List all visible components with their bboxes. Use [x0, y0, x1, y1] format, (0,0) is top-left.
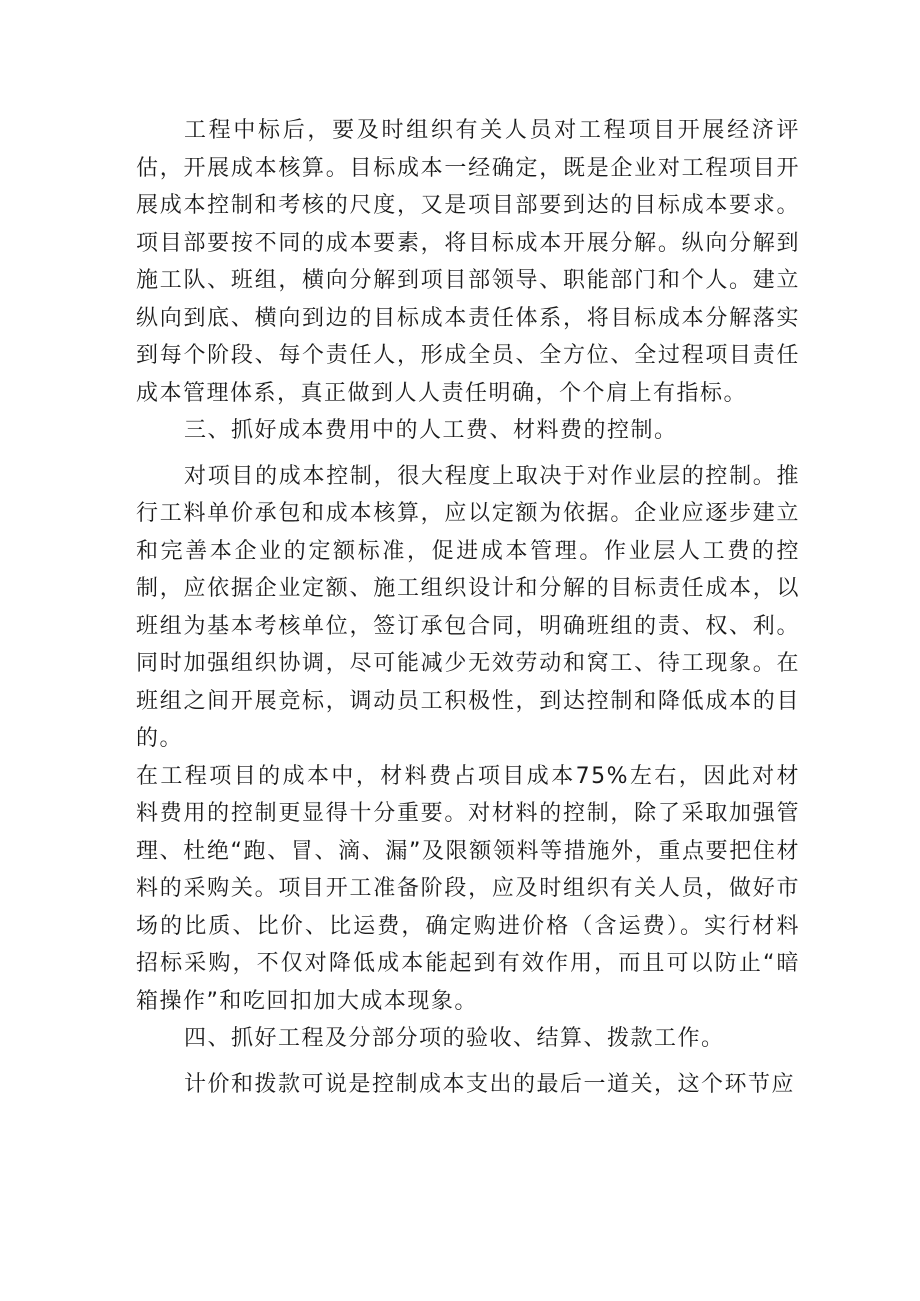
section-heading-four: 四、抓好工程及分部分项的验收、结算、拨款工作。	[184, 1026, 725, 1051]
document-body	[136, 112, 800, 1103]
paragraph-cost-target: 工程中标后，要及时组织有关人员对工程项目开展经济评估，开展成本核算。目标成本一经确定，既是企业对工程项目开展成本控制和考核的尺度，又是项目部要到达的目标成本要求。项目部要按不同的成本要素，将目标成本开展分解。纵向分解到施工队、班组，横向分解到项目部领导、职能部门和个人。建立纵向到底、横向到边的目标成本责任体系，将目标成本分解落实到每个阶段、每个责任人，形成全员、全方位、全过程项目责任成本管理体系，真正做到人人责任明确，个个肩上有指标。	[136, 118, 800, 406]
paragraph-payment: 计价和拨款可说是控制成本支出的最后一道关，这个环节应	[184, 1071, 796, 1097]
paragraph-labor-cost: 对项目的成本控制，很大程度上取决于对作业层的控制。推行工料单价承包和成本核算，应以定额为依据。企业应逐步建立和完善本企业的定额标准，促进成本管理。作业层人工费的控制，应依据企业定额、施工组织设计和分解的目标责任成本，以班组为基本考核单位，签订承包合同，明确班组的责、权、利。同时加强组织协调，尽可能减少无效劳动和窝工、待工现象。在班组之间开展竞标，调动员工积极性，到达控制和降低成本的目的。	[136, 463, 800, 751]
paragraph-material-cost: 在工程项目的成本中，材料费占项目成本75%左右，因此对材料费用的控制更显得十分重要。对材料的控制，除了采取加强管理、杜绝“跑、冒、滴、漏”及限额领料等措施外，重点要把住材料的采购关。项目开工准备阶段，应及时组织有关人员，做好市场的比质、比价、比运费，确定购进价格（含运费）。实行材料招标采购，不仅对降低成本能起到有效作用，而且可以防止“暗箱操作”和吃回扣加大成本现象。	[136, 763, 800, 1014]
section-heading-three: 三、抓好成本费用中的人工费、材料费的控制。	[184, 418, 678, 443]
